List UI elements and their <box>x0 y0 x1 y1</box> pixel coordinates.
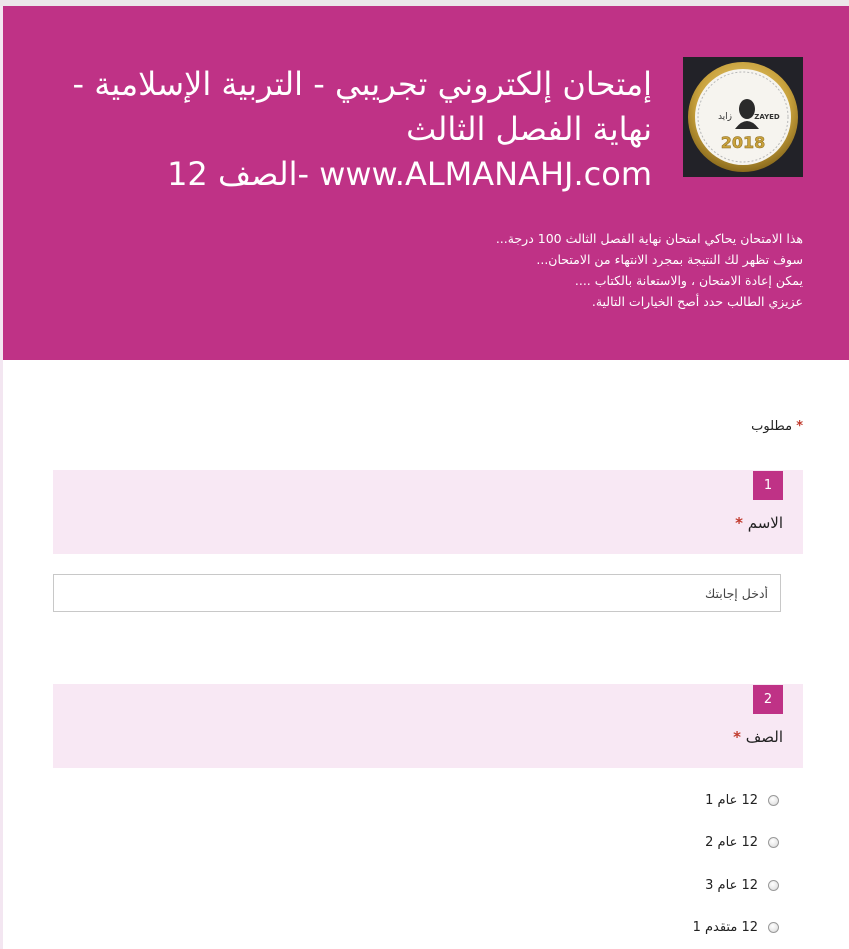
grade-option-3-label: 12 عام 3 <box>705 878 758 893</box>
question-1-title: الاسم <box>747 514 783 532</box>
required-star: * <box>796 419 803 434</box>
question-1-number: 1 <box>753 471 783 500</box>
form-title-line-1: إمتحان إلكتروني تجريبي - التربية الإسلامية - <box>72 65 652 103</box>
grade-option-2-label: 12 عام 2 <box>705 835 758 850</box>
logo-zayed-text: ZAYED <box>754 113 780 121</box>
grade-option-4[interactable] <box>693 920 779 935</box>
grade-option-1[interactable] <box>705 793 779 808</box>
zayed-year-logo <box>683 57 803 177</box>
form-header <box>3 6 849 360</box>
grade-option-1-radio[interactable] <box>768 795 779 806</box>
grade-option-2-radio[interactable] <box>768 837 779 848</box>
question-2-label <box>733 728 783 746</box>
grade-option-4-label: 12 متقدم 1 <box>692 920 758 935</box>
logo-year-text: 2018 <box>720 133 766 152</box>
required-note <box>751 419 803 434</box>
grade-option-2[interactable] <box>705 835 779 850</box>
question-2-required-star: * <box>733 728 741 746</box>
form-title <box>52 62 652 197</box>
question-2-number: 2 <box>753 685 783 714</box>
description-line-3: يمكن إعادة الامتحان ، والاستعانة بالكتاب .... <box>574 273 803 288</box>
form-title-line-2: نهاية الفصل الثالث <box>406 110 652 148</box>
question-2-header <box>53 684 803 768</box>
name-answer-input[interactable] <box>53 574 781 612</box>
required-label: مطلوب <box>751 419 793 434</box>
question-2-title: الصف <box>745 728 783 746</box>
grade-option-3-radio[interactable] <box>768 880 779 891</box>
logo-arabic-text: زايد <box>717 112 733 122</box>
question-1-label <box>735 514 783 532</box>
description-line-2: سوف تظهر لك النتيجة بمجرد الانتهاء من الامتحان... <box>536 252 803 267</box>
description-line-4: عزيزي الطالب حدد أصح الخيارات التالية. <box>591 294 803 309</box>
grade-option-4-radio[interactable] <box>768 922 779 933</box>
grade-option-3[interactable] <box>705 878 779 893</box>
form-title-line-3: www.ALMANAHJ.com -الصف 12 <box>167 155 652 193</box>
description-line-1: هذا الامتحان يحاكي امتحان نهاية الفصل الثالث 100 درجة... <box>495 231 803 246</box>
grade-option-1-label: 12 عام 1 <box>705 793 758 808</box>
form-description <box>303 228 803 312</box>
question-1-required-star: * <box>735 514 743 532</box>
form-page <box>3 6 849 949</box>
question-1-header <box>53 470 803 554</box>
